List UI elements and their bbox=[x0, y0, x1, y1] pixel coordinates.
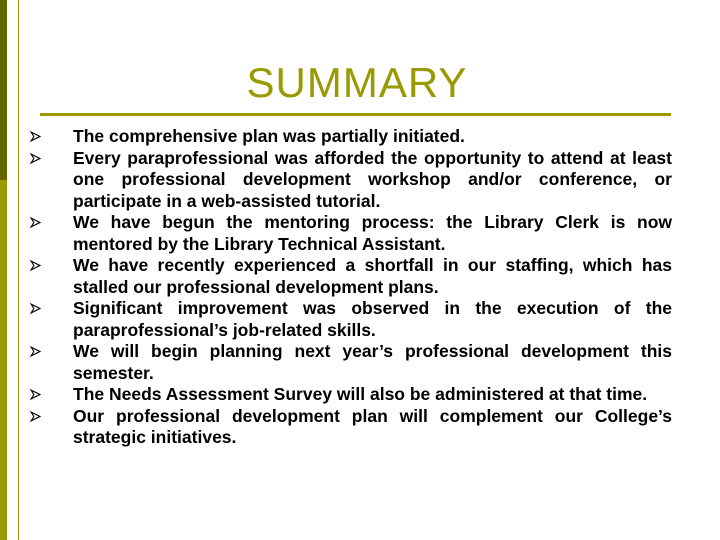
bullet-item bbox=[30, 126, 672, 148]
arrow-bullet-icon bbox=[30, 153, 41, 164]
slide-title: SUMMARY bbox=[246, 59, 468, 106]
bullet-text: We will begin planning next year’s professional development this semester. bbox=[73, 341, 672, 383]
bullet-text: The comprehensive plan was partially initiated. bbox=[73, 126, 465, 146]
bullet-text: Significant improvement was observed in the execution of the paraprofessional’s job-related skills. bbox=[73, 298, 672, 340]
arrow-bullet-icon bbox=[30, 346, 41, 357]
side-bar-light bbox=[0, 180, 7, 540]
arrow-bullet-icon bbox=[30, 303, 41, 314]
arrow-bullet-icon bbox=[30, 260, 41, 271]
arrow-bullet-icon bbox=[30, 411, 41, 422]
side-divider-line bbox=[18, 0, 19, 540]
side-bar-dark bbox=[0, 0, 7, 180]
bullet-item bbox=[30, 255, 672, 298]
bullet-item bbox=[30, 148, 672, 213]
arrow-bullet-icon bbox=[30, 217, 41, 228]
bullet-text: Every paraprofessional was afforded the opportunity to attend at least one professional development workshop and/or conference, or participate in a web-assisted tutorial. bbox=[73, 147, 672, 211]
bullet-list bbox=[30, 126, 672, 449]
bullet-text: The Needs Assessment Survey will also be administered at that time. bbox=[73, 384, 648, 404]
bullet-item bbox=[30, 406, 672, 449]
arrow-bullet-icon bbox=[30, 389, 41, 400]
bullet-text: We have begun the mentoring process: the Library Clerk is now mentored by the Library Technical Assistant. bbox=[73, 212, 672, 254]
bullet-item bbox=[30, 341, 672, 384]
bullet-text: We have recently experienced a shortfall in our staffing, which has stalled our professional development plans. bbox=[73, 255, 672, 297]
bullet-item bbox=[30, 298, 672, 341]
bullet-item bbox=[30, 384, 672, 406]
arrow-bullet-icon bbox=[30, 131, 41, 142]
bullet-text: Our professional development plan will complement our College’s strategic initiatives. bbox=[73, 405, 672, 447]
bullet-item bbox=[30, 212, 672, 255]
title-underline bbox=[40, 113, 671, 116]
